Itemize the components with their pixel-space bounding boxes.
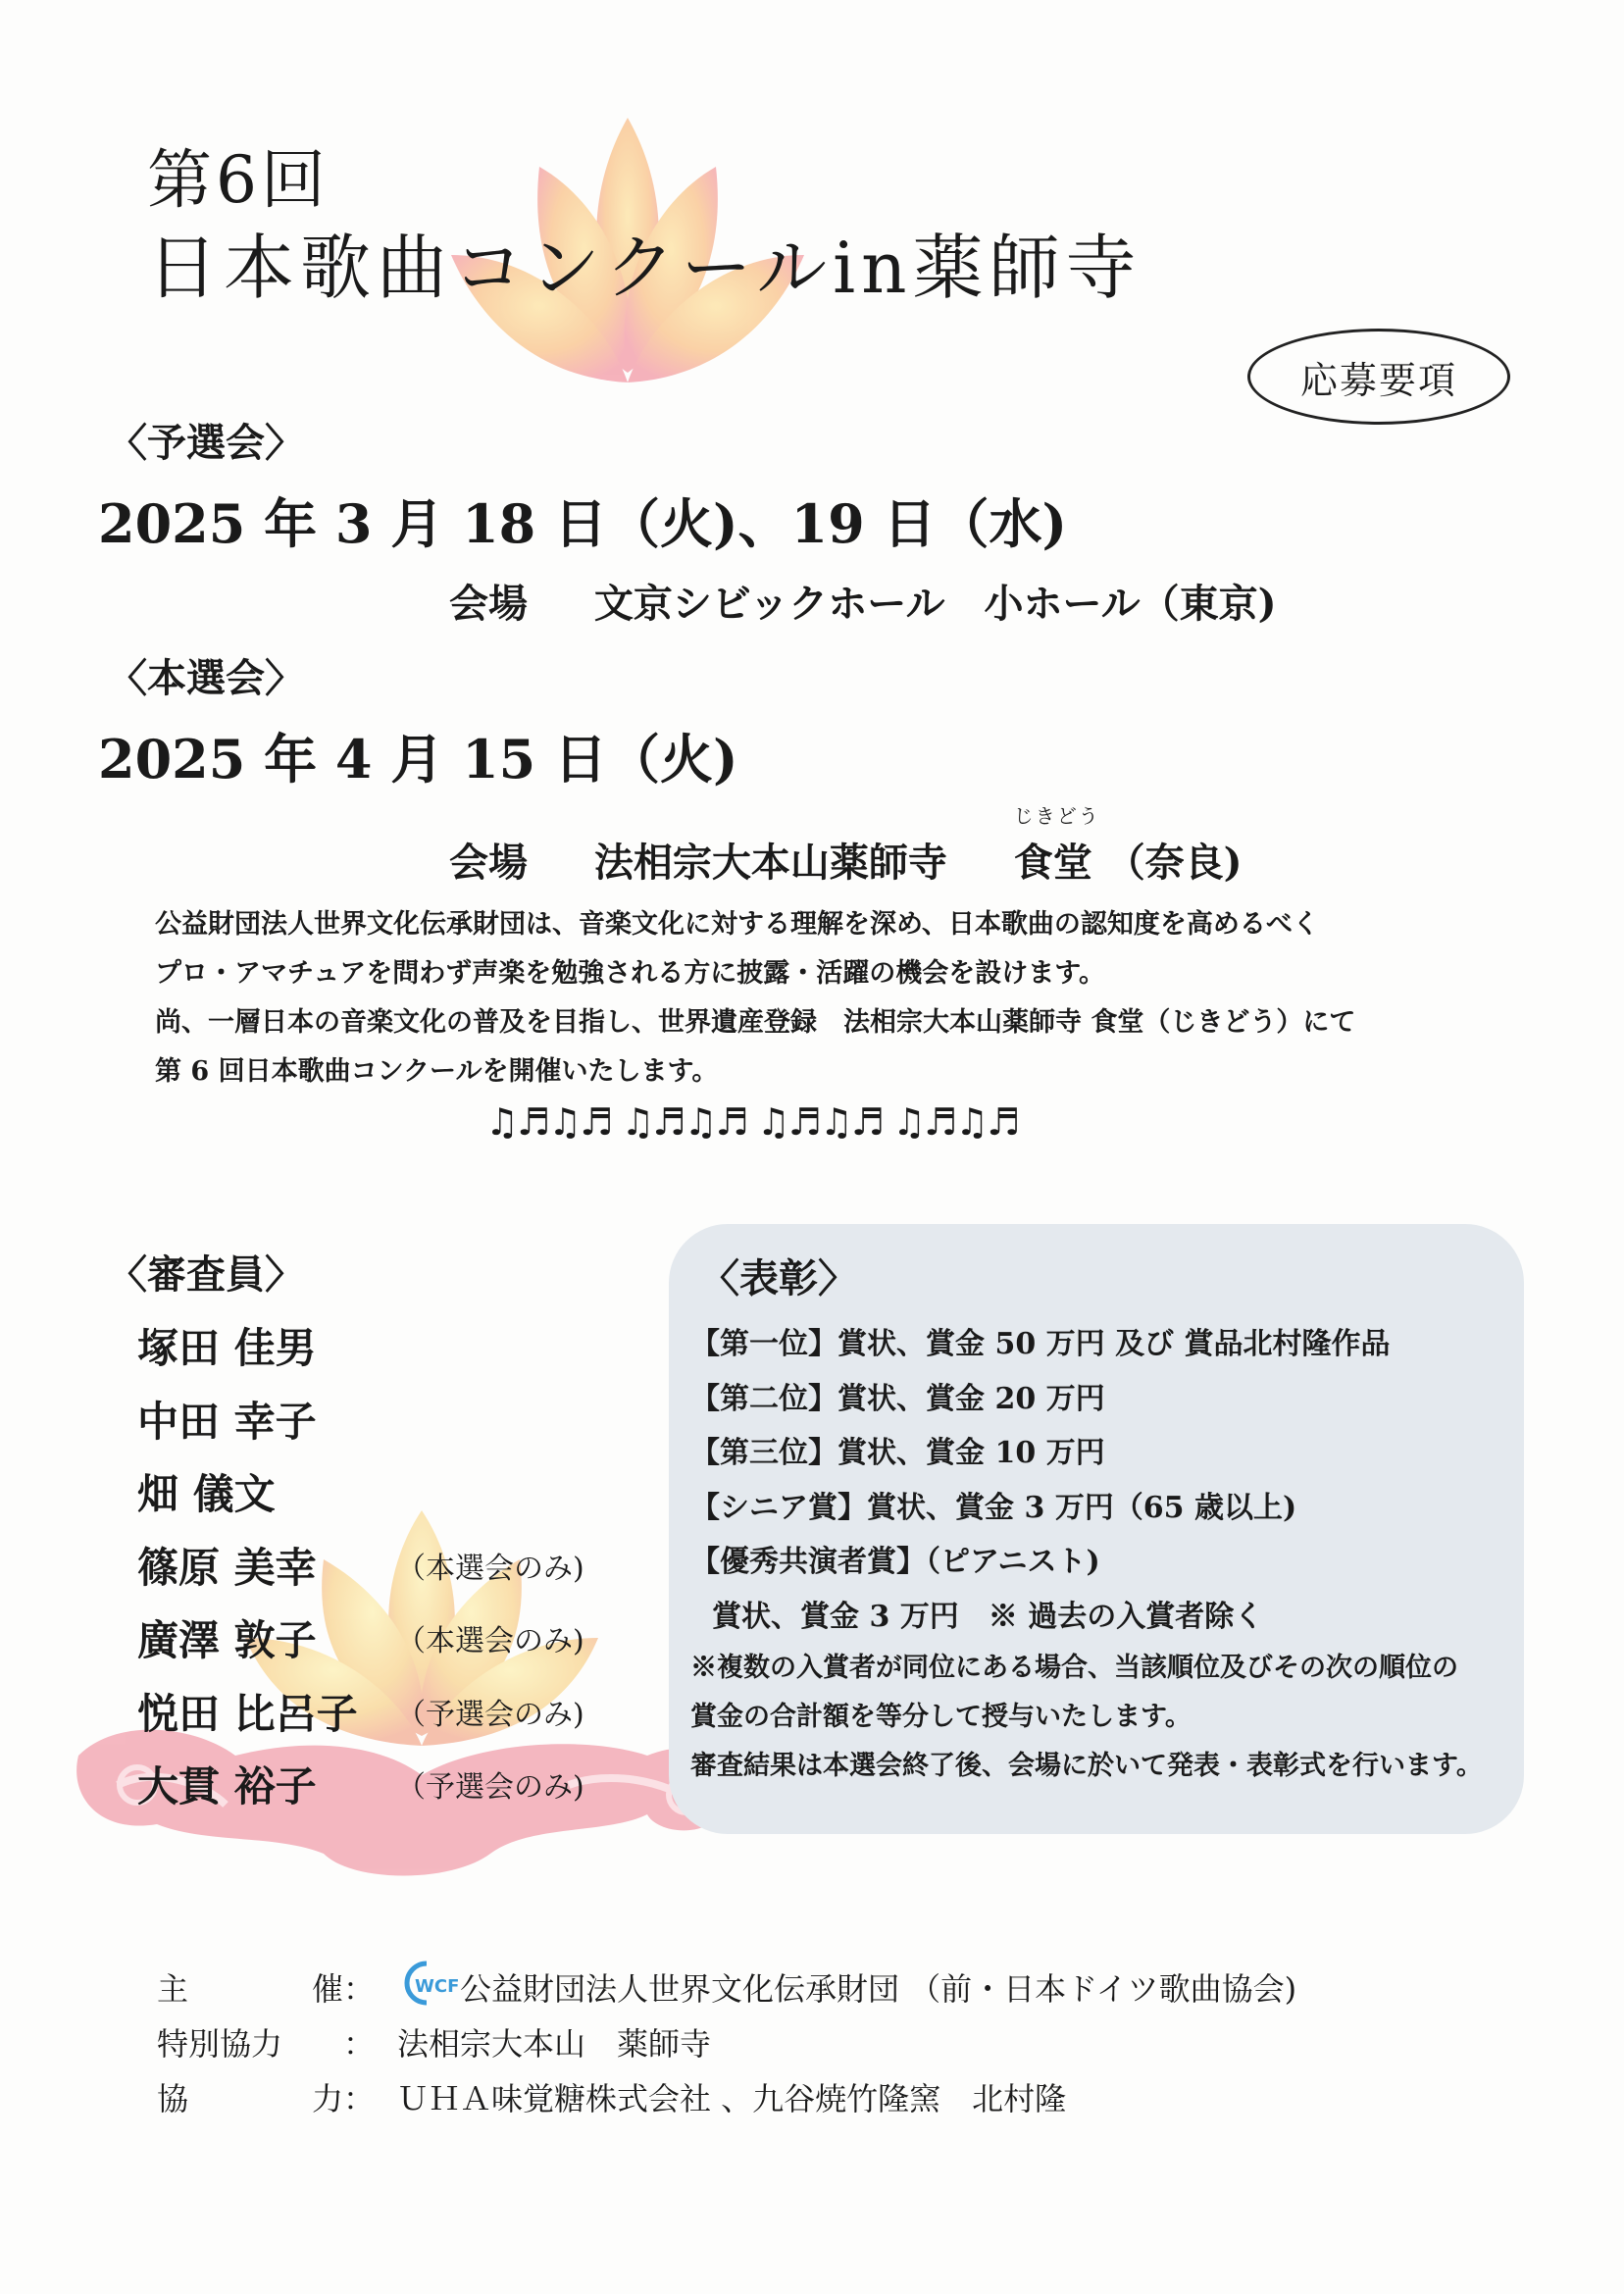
judge-name: 篠原 美幸 — [137, 1543, 317, 1592]
judge-note: （本選会のみ) — [396, 1551, 584, 1586]
credit-label-char: 協 — [157, 2080, 189, 2117]
wcf-logo-icon — [397, 1960, 460, 2014]
preliminary-venue — [449, 573, 1277, 629]
cooperation-names: ＵＨＡ味覚糖株式会社 、九谷焼竹隆窯 北村隆 — [397, 2080, 1067, 2117]
title-line-1: 第6回 — [147, 142, 330, 218]
preliminary-heading: 〈予選会〉 — [108, 420, 304, 466]
award-note: 賞金の合計額を等分して授与いたします。 — [690, 1702, 1192, 1732]
judge-note: （予選会のみ) — [396, 1697, 584, 1732]
credit-label-char: 力 — [311, 2080, 343, 2117]
judge-name: 悦田 比呂子 — [137, 1689, 358, 1738]
judge-item — [137, 1602, 584, 1675]
award-line: 【第二位】賞状、賞金 20 万円 — [690, 1381, 1105, 1416]
award-line: 【第三位】賞状、賞金 10 万円 — [690, 1436, 1105, 1470]
credit-row-special — [157, 2014, 1296, 2069]
judge-name: 廣澤 敦子 — [137, 1616, 317, 1665]
credit-row-organizer — [157, 1960, 1296, 2014]
judge-name: 中田 幸子 — [137, 1397, 317, 1446]
credit-label — [157, 1964, 343, 2010]
wcf-logo-text: WCF — [415, 1976, 460, 1997]
judge-name: 塚田 佳男 — [137, 1324, 317, 1373]
credits-footer — [157, 1960, 1296, 2124]
intro-paragraph — [155, 900, 1528, 1096]
judge-note: （予選会のみ) — [396, 1770, 584, 1806]
judges-list — [137, 1309, 584, 1821]
organizer-name: 公益財団法人世界文化伝承財団 （前・日本ドイツ歌曲協会) — [460, 1970, 1297, 2008]
award-line: 【シニア賞】賞状、賞金 3 万円（65 歳以上) — [690, 1490, 1297, 1525]
final-venue-hall-ruby: じきどう — [1013, 804, 1100, 828]
badge-label: 応募要項 — [1299, 358, 1457, 402]
credit-colon: ： — [343, 2025, 376, 2063]
awards-content — [690, 1248, 1524, 1791]
judge-note: （本選会のみ) — [396, 1624, 584, 1659]
judge-item — [137, 1455, 584, 1529]
preliminary-date: 2025 年 3 月 18 日（火)、19 日（水) — [98, 492, 1068, 555]
intro-line: 第 6 回日本歌曲コンクールを開催いたします。 — [155, 1056, 719, 1087]
judge-item — [137, 1383, 584, 1456]
judge-name: 大貫 裕子 — [137, 1762, 317, 1811]
judge-item — [137, 1748, 584, 1821]
award-line: 【第一位】賞状、賞金 50 万円 及び 賞品北村隆作品 — [690, 1327, 1391, 1361]
final-venue-name: 法相宗大本山薬師寺 — [593, 840, 947, 886]
credit-label-char: 主 — [157, 1970, 189, 2008]
preliminary-venue-label: 会場 — [449, 581, 528, 627]
credit-row-cooperation — [157, 2069, 1296, 2124]
final-venue-label: 会場 — [449, 840, 528, 886]
award-line: 【優秀共演者賞】（ピアニスト) — [690, 1545, 1100, 1579]
credit-colon: ： — [343, 1970, 376, 2008]
award-note: 審査結果は本選会終了後、会場に於いて発表・表彰式を行います。 — [690, 1751, 1483, 1781]
preliminary-venue-name: 文京シビックホール 小ホール（東京) — [593, 581, 1277, 627]
title-line-2: 日本歌曲コンクールin薬師寺 — [147, 227, 1142, 309]
award-line: 賞状、賞金 3 万円 ※ 過去の入賞者除く — [712, 1599, 1264, 1634]
judge-item — [137, 1675, 584, 1749]
intro-line: プロ・アマチュアを問わず声楽を勉強される方に披露・活躍の機会を設けます。 — [155, 958, 1106, 989]
intro-line: 尚、一層日本の音楽文化の普及を目指し、世界遺産登録 法相宗大本山薬師寺 食堂（じきどう）にて — [155, 1007, 1356, 1038]
judge-item — [137, 1309, 584, 1383]
final-venue — [449, 804, 1243, 888]
credit-colon: ： — [343, 2080, 376, 2117]
intro-line: 公益財団法人世界文化伝承財団は、音楽文化に対する理解を深め、日本歌曲の認知度を高めるべく — [155, 909, 1319, 940]
final-venue-hall — [1013, 804, 1100, 888]
final-venue-hall-text: 食堂 — [1013, 840, 1092, 886]
final-date: 2025 年 4 月 15 日（火) — [98, 728, 738, 790]
application-guidelines-badge — [1247, 329, 1510, 425]
award-note: ※複数の入賞者が同位にある場合、当該順位及びその次の順位の — [690, 1653, 1458, 1683]
judge-item — [137, 1529, 584, 1603]
awards-heading: 〈表彰〉 — [700, 1255, 857, 1301]
credit-label: 特別協力 — [157, 2025, 283, 2063]
final-venue-region: （奈良) — [1105, 840, 1243, 886]
credit-label — [157, 2074, 343, 2119]
judge-name: 畑 儀文 — [137, 1470, 276, 1519]
credit-label-char: 催 — [311, 1970, 343, 2008]
music-notes-decoration: ♫♬♫♬ ♫♬♫♬ ♫♬♫♬ ♫♬♫♬ — [485, 1100, 1019, 1144]
judges-heading: 〈審査員〉 — [108, 1251, 304, 1298]
special-cooperation-name: 法相宗大本山 薬師寺 — [397, 2025, 712, 2063]
final-heading: 〈本選会〉 — [108, 655, 304, 701]
